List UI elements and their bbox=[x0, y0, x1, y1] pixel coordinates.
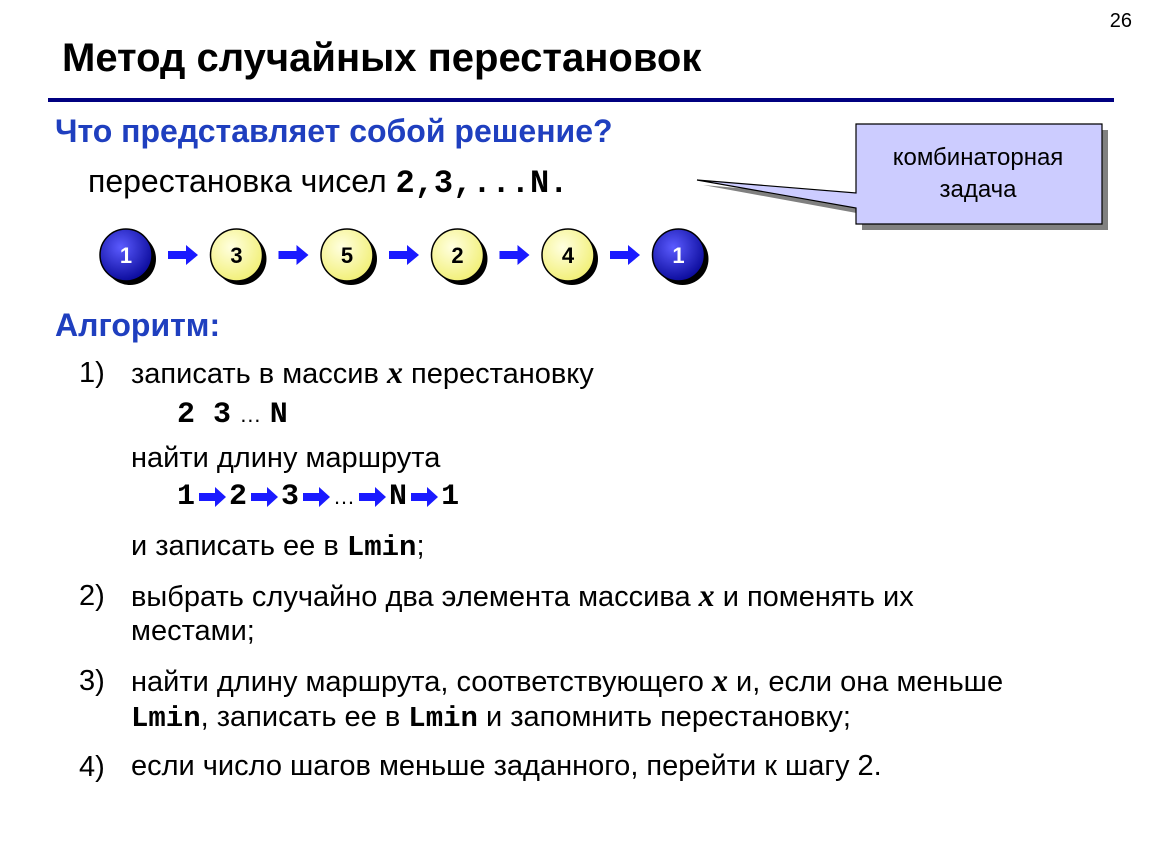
chain-node-5 bbox=[542, 229, 598, 285]
step-2-line-2: местами; bbox=[131, 615, 255, 647]
step-1-line-3 bbox=[131, 528, 425, 566]
step-2-text-a: выбрать случайно два элемента массива bbox=[131, 581, 699, 613]
step-2-line-1 bbox=[131, 577, 914, 615]
var-x: x bbox=[711, 662, 728, 698]
step-3-line-2 bbox=[131, 699, 851, 737]
chain-node-4 bbox=[432, 229, 488, 285]
var-x: x bbox=[386, 354, 403, 390]
lmin-var: Lmin bbox=[346, 531, 417, 564]
chain-arrow-icon bbox=[500, 245, 530, 265]
chain-arrow-icon bbox=[610, 245, 640, 265]
lmin-var: Lmin bbox=[408, 702, 478, 735]
route-sequence bbox=[177, 480, 459, 514]
route-arrow-icon bbox=[197, 486, 227, 508]
step-1-text-d: ; bbox=[416, 530, 425, 562]
route-token: 1 bbox=[441, 480, 460, 514]
step-4-number: 4) bbox=[79, 751, 105, 783]
question-heading: Что представляет собой решение? bbox=[55, 113, 613, 149]
route-token: 1 bbox=[177, 480, 196, 514]
step-1-text-b: перестановку bbox=[402, 358, 594, 390]
step-1-text-a: записать в массив bbox=[131, 358, 387, 390]
chain-arrow-icon bbox=[389, 245, 419, 265]
chain-node-6 bbox=[653, 229, 709, 285]
chain-node-label: 4 bbox=[561, 243, 575, 268]
chain-node-2 bbox=[211, 229, 267, 285]
chain-node-label: 1 bbox=[119, 243, 133, 268]
callout-line-1: комбинаторная bbox=[892, 144, 1064, 171]
chain-node-3 bbox=[321, 229, 377, 285]
seq-start: 2 3 bbox=[177, 398, 232, 432]
callout-text bbox=[858, 142, 1098, 206]
step-4-line-1: если число шагов меньше заданного, перейти к шагу 2. bbox=[131, 750, 882, 782]
step-3-text-a: найти длину маршрута, соответствующего bbox=[131, 666, 712, 698]
callout-line-2: задача bbox=[939, 176, 1017, 203]
page-number: 26 bbox=[1109, 10, 1132, 32]
route-token: … bbox=[333, 484, 356, 509]
answer-sequence: 2,3,...N. bbox=[395, 165, 569, 202]
step-3-number: 3) bbox=[79, 665, 105, 697]
route-arrow-icon bbox=[301, 486, 331, 508]
route-arrow-icon bbox=[249, 486, 279, 508]
chain-node-label: 3 bbox=[230, 243, 243, 268]
route-token: N bbox=[389, 480, 408, 514]
step-3-text-c: , записать ее в bbox=[200, 701, 409, 733]
step-3-text-d: и запомнить перестановку; bbox=[477, 701, 851, 733]
step-1-text-c: и записать ее в bbox=[131, 530, 347, 562]
step-1-line-2: найти длину маршрута bbox=[131, 442, 441, 474]
chain-node-label: 2 bbox=[451, 243, 464, 268]
algorithm-heading: Алгоритм: bbox=[55, 307, 221, 343]
permutation-sequence bbox=[177, 396, 288, 432]
route-arrow-icon bbox=[409, 486, 439, 508]
lmin-var: Lmin bbox=[131, 702, 201, 735]
step-3-text-b: и, если она меньше bbox=[727, 666, 1004, 698]
chain-arrow-icon bbox=[168, 245, 198, 265]
chain-arrow-icon bbox=[279, 245, 309, 265]
step-1-number: 1) bbox=[79, 357, 105, 389]
route-arrow-icon bbox=[357, 486, 387, 508]
answer-text: перестановка чисел bbox=[88, 163, 396, 199]
step-1-line-1 bbox=[131, 354, 594, 392]
step-3-line-1 bbox=[131, 662, 1003, 700]
chain-node-1 bbox=[100, 229, 156, 285]
step-2-text-b: и поменять их bbox=[714, 581, 914, 613]
chain-node-label: 1 bbox=[672, 243, 685, 268]
route-chain bbox=[90, 225, 730, 287]
seq-end: N bbox=[269, 398, 288, 432]
step-2-number: 2) bbox=[79, 580, 105, 612]
callout-bubble bbox=[0, 0, 1150, 260]
slide-title: Метод случайных перестановок bbox=[62, 36, 702, 80]
chain-node-label: 5 bbox=[340, 243, 354, 268]
seq-dots: … bbox=[239, 402, 262, 427]
var-x: x bbox=[698, 577, 715, 613]
route-token: 2 bbox=[229, 480, 248, 514]
route-token: 3 bbox=[281, 480, 300, 514]
